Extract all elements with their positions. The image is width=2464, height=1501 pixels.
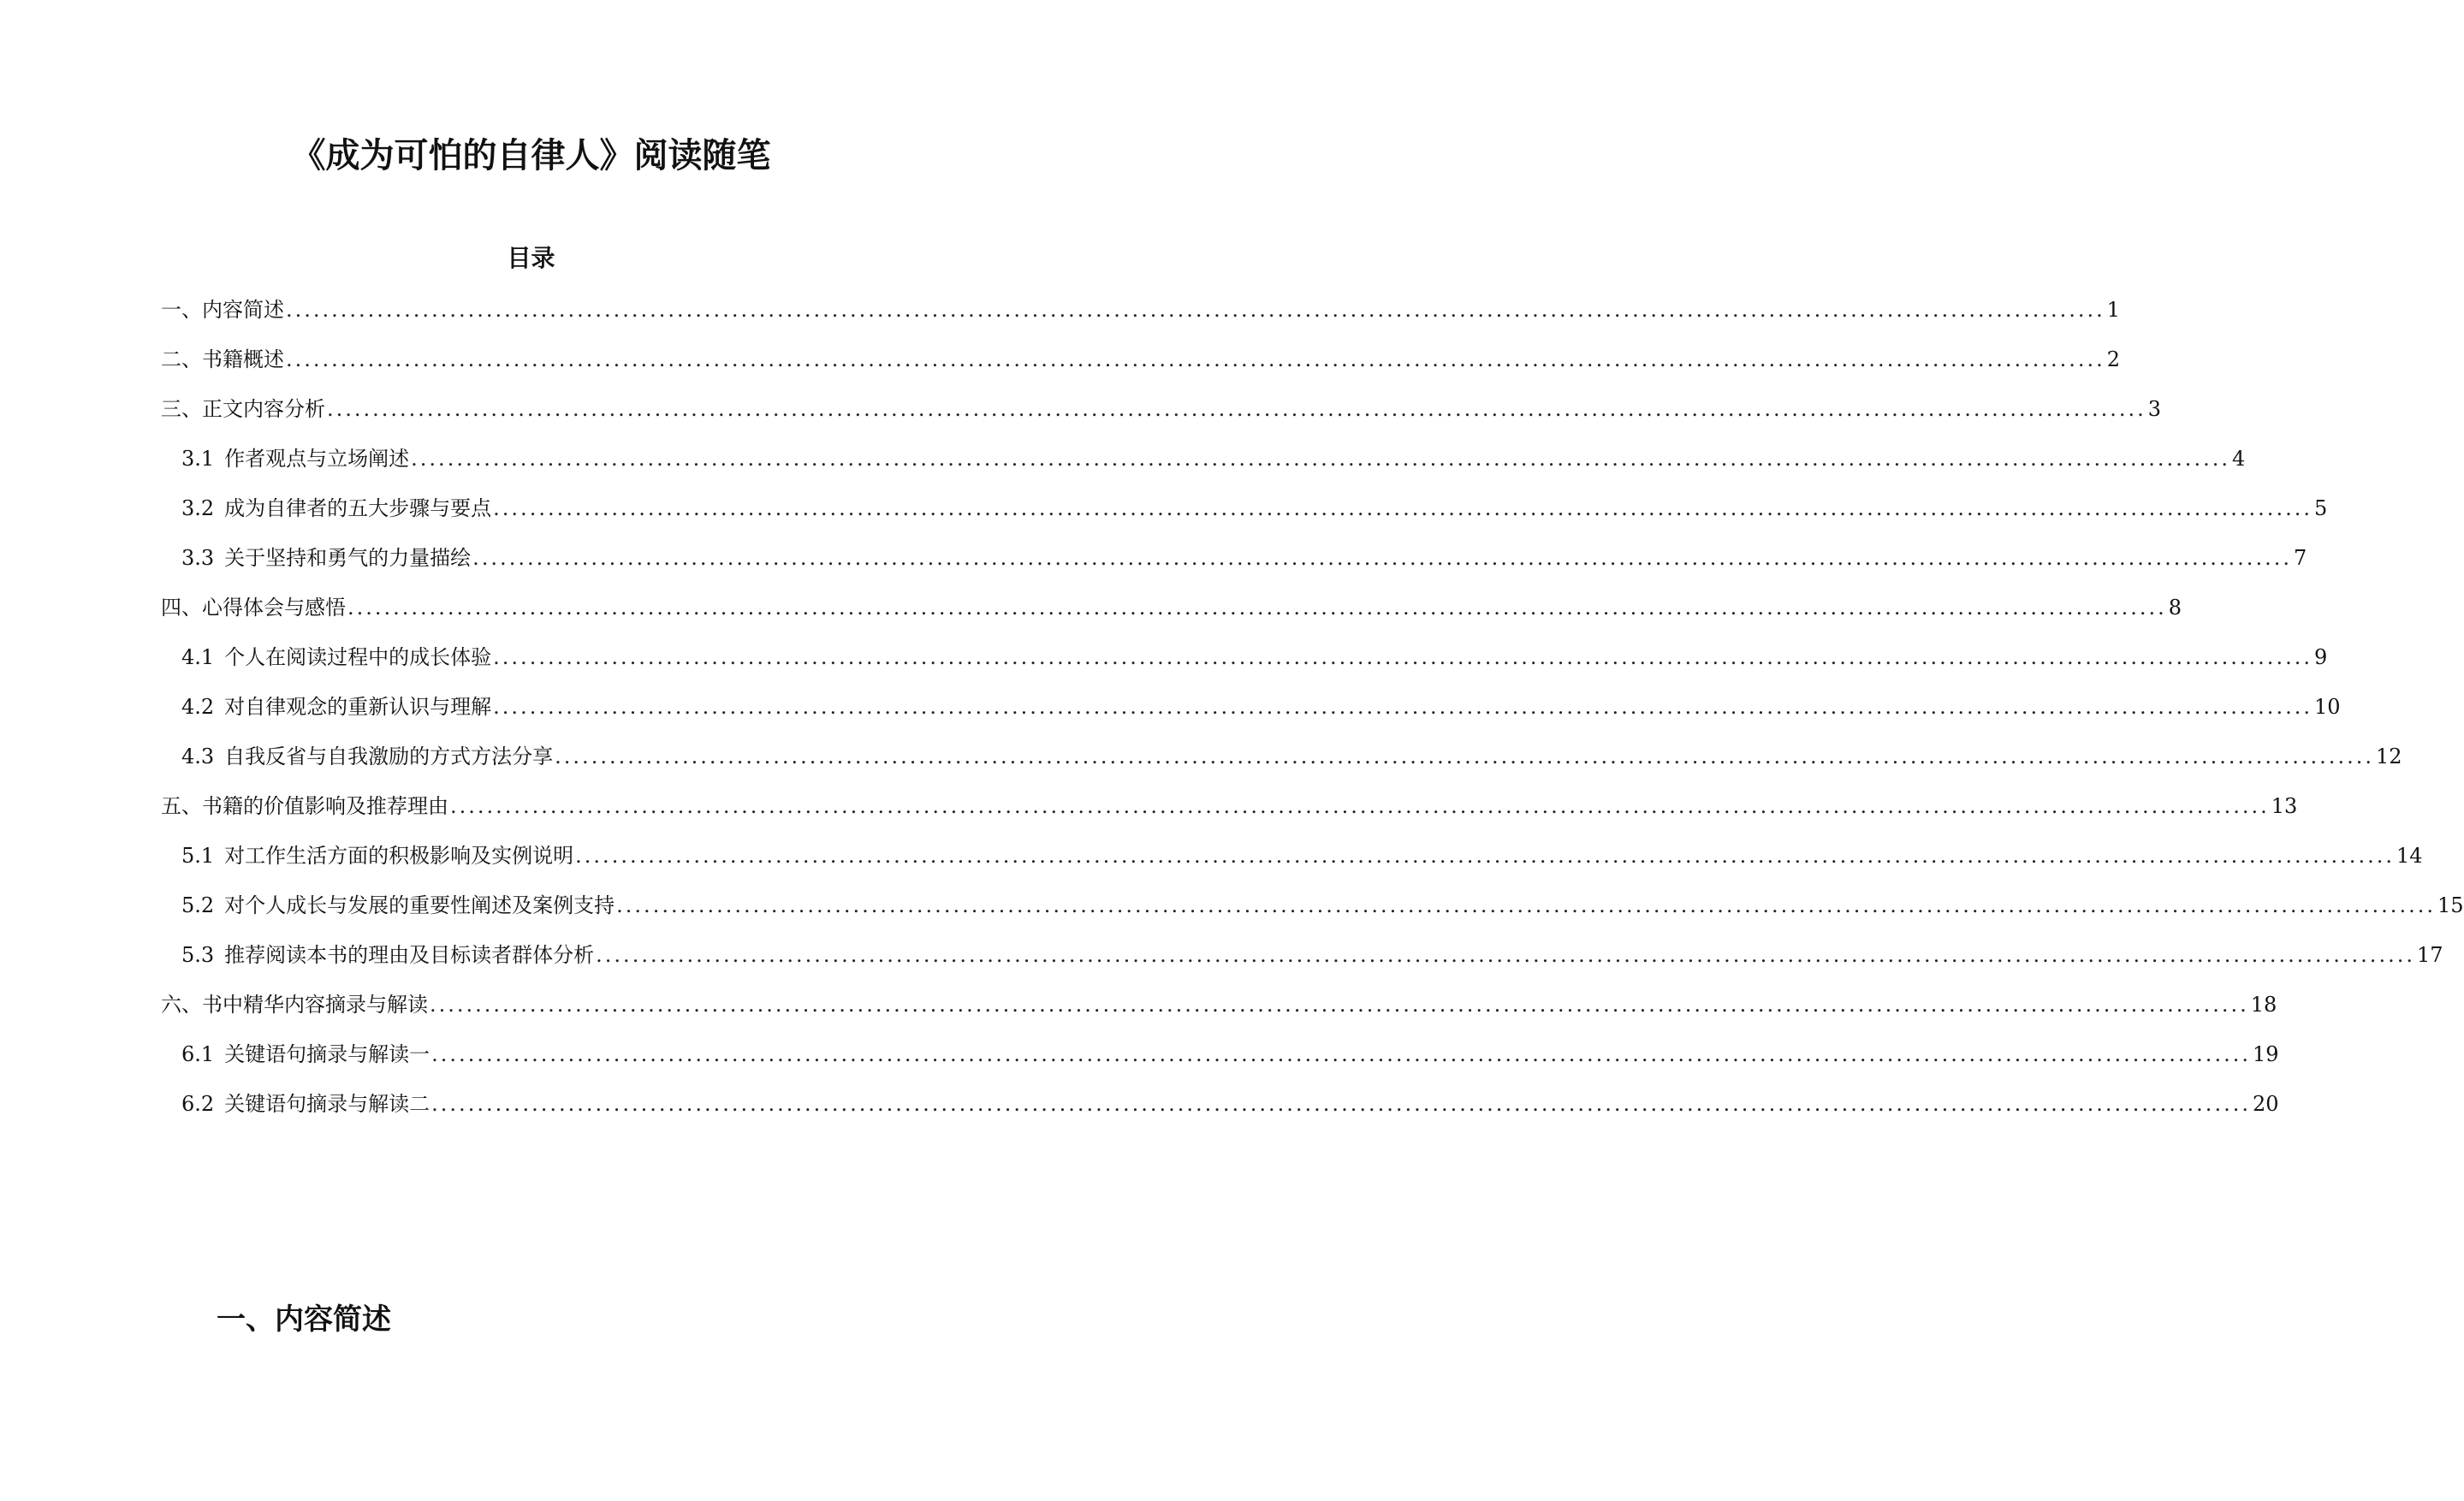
- toc-entry-page: 5: [2313, 496, 2328, 520]
- toc-entry-number: 6.2: [181, 1092, 215, 1116]
- toc-entry-page: 4: [2231, 447, 2246, 471]
- toc-entry-label: 个人在阅读过程中的成长体验: [224, 645, 492, 669]
- toc-dot-leader: ........................................................................................................................................................................................................: [430, 993, 2249, 1017]
- toc-dot-leader: ........................................................................................................................................................................................................: [347, 596, 2167, 620]
- toc-entry-label: 六、书中精华内容摘录与解读: [161, 993, 428, 1017]
- section-heading: 一、内容简述: [217, 1302, 391, 1337]
- toc-dot-leader: ........................................................................................................................................................................................................: [493, 645, 2313, 669]
- document-title: 《成为可怕的自律人》阅读随笔: [291, 136, 771, 175]
- toc-entry-number: 5.1: [181, 844, 215, 868]
- toc-entry[interactable]: [161, 296, 2121, 323]
- toc-entry[interactable]: [181, 743, 2402, 770]
- toc-dot-leader: ........................................................................................................................................................................................................: [411, 447, 2230, 471]
- toc-entry-label: 对工作生活方面的积极影响及实例说明: [224, 844, 574, 868]
- toc-entry[interactable]: [181, 495, 2328, 522]
- toc-entry[interactable]: [181, 892, 2464, 919]
- toc-entry-number: 3.3: [181, 546, 215, 570]
- toc-dot-leader: ........................................................................................................................................................................................................: [575, 844, 2395, 868]
- toc-dot-leader: ........................................................................................................................................................................................................: [431, 1092, 2251, 1116]
- toc-dot-leader: ........................................................................................................................................................................................................: [616, 893, 2436, 917]
- toc-entry-label: 四、心得体会与感悟: [161, 596, 346, 620]
- toc-entry-page: 2: [2106, 347, 2121, 371]
- toc-entry-number: 4.2: [181, 695, 215, 719]
- toc-dot-leader: ........................................................................................................................................................................................................: [286, 347, 2105, 371]
- toc-entry[interactable]: [181, 1041, 2279, 1068]
- toc-entry-page: 12: [2375, 745, 2402, 768]
- toc-entry-number: 3.2: [181, 496, 215, 520]
- toc-entry-number: 4.1: [181, 645, 215, 669]
- toc-entry-label: 推荐阅读本书的理由及目标读者群体分析: [224, 943, 595, 967]
- toc-entry-page: 20: [2252, 1092, 2279, 1116]
- toc-dot-leader: ........................................................................................................................................................................................................: [555, 745, 2374, 768]
- toc-entry[interactable]: [181, 644, 2328, 671]
- toc-entry[interactable]: [161, 792, 2298, 820]
- toc-entry-number: 5.3: [181, 943, 215, 967]
- toc-dot-leader: ........................................................................................................................................................................................................: [472, 546, 2292, 570]
- toc-entry[interactable]: [181, 1090, 2279, 1118]
- toc-entry-label: 对自律观念的重新认识与理解: [224, 695, 492, 719]
- toc-heading: 目录: [507, 244, 555, 272]
- toc-dot-leader: ........................................................................................................................................................................................................: [596, 943, 2415, 967]
- toc-dot-leader: ........................................................................................................................................................................................................: [286, 298, 2105, 322]
- toc-entry-page: 19: [2252, 1042, 2279, 1066]
- toc-entry[interactable]: [161, 991, 2277, 1018]
- toc-entry[interactable]: [161, 395, 2162, 423]
- toc-entry-label: 关键语句摘录与解读二: [224, 1092, 430, 1116]
- toc-entry[interactable]: [161, 346, 2121, 373]
- toc-entry[interactable]: [181, 842, 2423, 869]
- toc-entry-page: 17: [2416, 943, 2443, 967]
- toc-entry-label: 三、正文内容分析: [161, 397, 325, 421]
- toc-entry-label: 成为自律者的五大步骤与要点: [224, 496, 492, 520]
- toc-entry-label: 作者观点与立场阐述: [224, 447, 410, 471]
- toc-entry-label: 二、书籍概述: [161, 347, 284, 371]
- toc-entry-number: 6.1: [181, 1042, 215, 1066]
- toc-entry-page: 7: [2293, 546, 2307, 570]
- toc-entry-label: 一、内容简述: [161, 298, 284, 322]
- toc-entry-page: 8: [2168, 596, 2182, 620]
- toc-entry-page: 18: [2250, 993, 2277, 1017]
- toc-entry[interactable]: [181, 544, 2307, 572]
- toc-entry-number: 3.1: [181, 447, 215, 471]
- toc-entry-page: 3: [2147, 397, 2162, 421]
- toc-entry-label: 对个人成长与发展的重要性阐述及案例支持: [224, 893, 615, 917]
- toc-entry-number: 5.2: [181, 893, 215, 917]
- toc-entry-page: 9: [2313, 645, 2328, 669]
- toc-entry[interactable]: [181, 693, 2341, 721]
- toc-entry-page: 13: [2271, 794, 2298, 818]
- toc-entry-page: 14: [2396, 844, 2423, 868]
- toc-dot-leader: ........................................................................................................................................................................................................: [493, 496, 2313, 520]
- toc-dot-leader: ........................................................................................................................................................................................................: [327, 397, 2146, 421]
- toc-entry-page: 10: [2313, 695, 2341, 719]
- toc-entry-page: 1: [2106, 298, 2121, 322]
- toc-entry-number: 4.3: [181, 745, 215, 768]
- toc-entry-label: 关键语句摘录与解读一: [224, 1042, 430, 1066]
- toc-entry-label: 自我反省与自我激励的方式方法分享: [224, 745, 554, 768]
- toc-entry[interactable]: [181, 445, 2246, 472]
- toc-entry[interactable]: [181, 941, 2443, 969]
- toc-dot-leader: ........................................................................................................................................................................................................: [431, 1042, 2251, 1066]
- toc-entry-label: 五、书籍的价值影响及推荐理由: [161, 794, 448, 818]
- toc-dot-leader: ........................................................................................................................................................................................................: [450, 794, 2270, 818]
- toc-dot-leader: ........................................................................................................................................................................................................: [493, 695, 2313, 719]
- toc-entry-label: 关于坚持和勇气的力量描绘: [224, 546, 472, 570]
- toc-entry-page: 15: [2437, 893, 2464, 917]
- toc-entry[interactable]: [161, 594, 2182, 621]
